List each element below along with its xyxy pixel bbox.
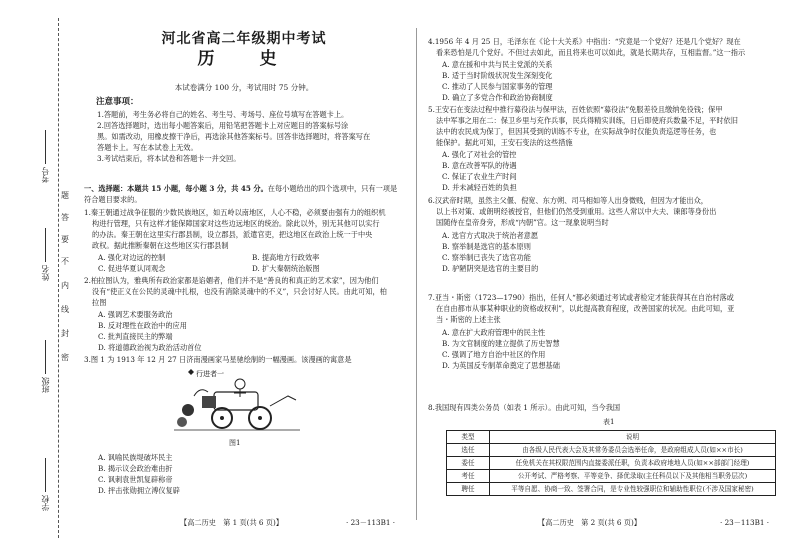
exam-no-label: 考号 <box>41 167 50 183</box>
q3-option-a: A. 讽喻民族堤破坏民主 <box>98 453 173 462</box>
q6-option-d: D. 驴陋阴突是选官的主要目的 <box>442 264 539 273</box>
seal-char: 要 <box>61 235 69 244</box>
school-label: 学校 <box>41 495 50 511</box>
table-cell: 聘任 <box>447 483 490 496</box>
q4-option-c: C. 推动了人民参与国家事务的管理 <box>442 82 553 91</box>
q1-option-a: A. 强化对边远的控制 <box>98 253 166 262</box>
q1-option-b: B. 提高地方行政效率 <box>252 253 320 262</box>
table-cell: 平等自愿、协商一致、签署合同，是专业性较强职位和辅助性职位(不涉及国家秘密) <box>490 483 776 496</box>
q2-line: 2.柏拉图认为，雅典所有政治家都是谄媚者，他们并不是“善良的和真正的艺术家”，因为他们 <box>84 276 379 285</box>
q1-line: 1.秦王朝通过战争征服的少数民族地区，如五岭以南地区，人心不稳，必须要由强有力的组织机 <box>84 208 386 217</box>
seal-char: 密 <box>61 353 69 362</box>
page-1-code: · 23－113B1 · <box>346 518 396 527</box>
seal-char: 内 <box>61 281 69 290</box>
q1-line: 的办法。秦王朝在这里实行郡县制，设立郡县，派遣官吏，把这地区在政治上统一于中央 <box>92 230 373 239</box>
q3-option-b: B. 揭示议会政治难由折 <box>98 464 173 473</box>
q5-line: 能保护。据此可知，王安石变法的这些措施 <box>436 138 573 147</box>
name-label: 姓名 <box>41 265 50 281</box>
notice-item: 3.考试结束后，将本试卷和答题卡一并交回。 <box>97 154 241 163</box>
name-field <box>40 228 51 281</box>
section-intro-line2: 符合题目要求的。 <box>84 195 142 204</box>
q5-option-b: B. 意在改善军队的待遇 <box>442 161 517 170</box>
page-divider <box>416 28 417 520</box>
q2-option-d: D. 将道德政治视为政治活动首位 <box>98 343 202 352</box>
page-1-footer: 【高二历史 第 1 页(共 6 页)】 <box>180 518 283 527</box>
section-intro-rest: 在每小题给出的四个选项中，只有一项是 <box>267 184 398 193</box>
table-row <box>447 470 776 483</box>
page-2-code: · 23－113B1 · <box>720 518 770 527</box>
q6-option-b: B. 察举制是选官的基本原则 <box>442 242 531 251</box>
seal-char: 不 <box>61 257 69 266</box>
binding-dashed-line <box>58 18 59 538</box>
q1-line: 政权。据此推断秦朝在这些地区实行郡县制 <box>92 241 229 250</box>
q3-line: 3.图 1 为 1913 年 12 月 27 日济南漫画家马星驰绘制的一幅漫画。该漫画的寓意是 <box>84 355 352 364</box>
table-cell: 任免机关在其权限范围内直接委派任职，负责本政府地地人员(如××部部门经理) <box>490 457 776 470</box>
q4-option-d: D. 确立了多党合作和政治协商制度 <box>442 93 553 102</box>
q5-option-c: C. 保证了农业生产时间 <box>442 172 517 181</box>
page-2-footer: 【高二历史 第 2 页(共 6 页)】 <box>538 518 641 527</box>
class-label: 班级 <box>41 377 50 393</box>
q7-option-b: B. 为文官制度的建立提供了历史智慧 <box>442 339 560 348</box>
table-cell: 由各级人民代表大会及其常务委员会选举任命，是政府组成人员(如××市长) <box>490 444 776 457</box>
q5-option-d: D. 并未减轻百姓的负担 <box>442 183 517 192</box>
q7-option-d: D. 为英国反专制革命奠定了思想基础 <box>442 361 560 370</box>
subject-title: 历 史 <box>197 49 291 69</box>
table-header-cell: 说明 <box>490 431 776 444</box>
q7-line: 在自由都市从事某种职业的资格或权利”，以此提高教育程度，改善国家的状况。由此可知，亚 <box>436 304 735 313</box>
q7-option-a: A. 意在扩大政府管理中的民主性 <box>442 328 546 337</box>
cartoon-illustration <box>174 366 300 434</box>
q7-line: 7.亚当・斯密（1723—1790）指出，任何人“都必须通过考试或者检定才能获得其在自治村落或 <box>428 293 734 302</box>
q4-line: 看来恐怕是几个党好。不但过去如此，而且将来也可以如此，就是长期共存，互相监督。”这一指示 <box>436 48 746 57</box>
q1-line: 构进行管理，只有这样才能保障国家对这些边远地区的统治。除此以外，别无其他可以实行 <box>92 219 380 228</box>
binding-strip <box>0 0 82 554</box>
q2-option-b: B. 反对理性在政治中的应用 <box>98 321 187 330</box>
q2-line: 拉图 <box>92 298 107 307</box>
q5-line: 法中军事之用在二：保卫乡里与充作兵事，民兵得精实训练，日后即使府兵数量不足，平时依旧 <box>436 116 738 125</box>
table-cell: 公开考试、严格考察、平等竞争、择优录取(主任科员以下及其他相当职务层次) <box>490 470 776 483</box>
q6-line: 国随侍在皇帝身旁，形成“内朝”官。这一现象说明当时 <box>436 218 609 227</box>
school-field <box>40 458 51 511</box>
q6-option-c: C. 察举制已丧失了选官功能 <box>442 253 531 262</box>
table-header-row <box>447 431 776 444</box>
q5-line: 5.王安石在变法过程中推行募役法与保甲法，百姓依照“募役法”免服差役且缴纳免役钱；保甲 <box>428 105 723 114</box>
q2-option-a: A. 强调艺术要服务政治 <box>98 310 173 319</box>
table-cell: 选任 <box>447 444 490 457</box>
table-label: 表1 <box>603 418 615 426</box>
seal-char: 题 <box>61 191 69 200</box>
notice-title: 注意事项： <box>96 97 139 107</box>
table-cell: 委任 <box>447 457 490 470</box>
q2-option-c: C. 批判直接民主的弊端 <box>98 332 173 341</box>
civil-servant-table <box>446 430 776 496</box>
table-row <box>447 457 776 470</box>
q6-line: 6.汉武帝时期，虽然主父偃、倪宽、东方朔、司马相如等人出身微贱，但因为才能出众， <box>428 196 708 205</box>
q3-option-d: D. 抨击张勋拥立溥仪复辟 <box>98 486 180 495</box>
section-intro-bold: 一、选择题：本题共 15 小题，每小题 3 分，共 45 分。 <box>84 184 268 193</box>
score-note: 本试卷满分 100 分，考试用时 75 分钟。 <box>174 83 314 92</box>
q5-line: 法中的农民成为保丁，但因其受到的训练不专业，在实际战争时仅能负责巡逻等任务，也 <box>436 127 717 136</box>
notice-item: 2.回答选择题时，选出每小题答案后，用铅笔把答题卡上对应题目的答案标号涂 <box>97 121 349 130</box>
table-cell: 考任 <box>447 470 490 483</box>
notice-item: 黑。如需改动，用橡皮擦干净后，再选涂其他答案标号。回答非选择题时，将答案写在 <box>97 132 371 141</box>
notice-item: 答题卡上。写在本试卷上无效。 <box>97 143 198 152</box>
exam-no-field <box>40 130 51 183</box>
q7-line: 当・斯密的上述主张 <box>436 315 501 324</box>
seal-char: 线 <box>61 305 69 314</box>
seal-char: 答 <box>61 213 69 222</box>
q2-line: 没有“使正义在公民的灵魂中扎根，也没有消除灵魂中的不义”，只会讨好人民。由此可知，柏 <box>92 287 387 296</box>
q4-option-a: A. 意在援和中共与民主党派的关系 <box>442 60 553 69</box>
q1-option-c: C. 促进华夏认同观念 <box>98 264 166 273</box>
section-intro <box>84 183 397 194</box>
q6-line: 以上书对策、或朗明经被授官，但他们仍然受到重用。这些人常以中大夫、谏郎等身份出 <box>436 207 717 216</box>
notice-item: 1.答题前，考生务必将自己的姓名、考生号、考场号、座位号填写在答题卡上。 <box>97 110 349 119</box>
class-field <box>40 340 51 393</box>
table-row <box>447 483 776 496</box>
cartoon-caption: 行进者一 <box>196 370 224 378</box>
table-row <box>447 444 776 457</box>
q1-option-d: D. 扩大秦朝统治版图 <box>252 264 320 273</box>
exam-title: 河北省高二年级期中考试 <box>161 31 327 47</box>
q5-option-a: A. 强化了对社会的管控 <box>442 150 517 159</box>
figure-label: 图1 <box>229 439 241 447</box>
q7-option-c: C. 强调了地方自治中社区的作用 <box>442 350 546 359</box>
table-header-cell: 类型 <box>447 431 490 444</box>
q4-line: 4.1956 年 4 月 25 日，毛泽东在《论十大关系》中指出：“究竟是一个党好？还是几个党好？现在 <box>428 37 741 46</box>
seal-char: 封 <box>61 329 69 338</box>
q4-option-b: B. 适于当时阶级状况发生深刻变化 <box>442 71 553 80</box>
q3-option-c: C. 讽刺袁世凯复辟称帝 <box>98 475 173 484</box>
q6-option-a: A. 选官方式取决于统治者意愿 <box>442 231 539 240</box>
q8-line: 8.我国现有四类公务员（如表 1 所示）。由此可知，当今我国 <box>428 403 621 412</box>
